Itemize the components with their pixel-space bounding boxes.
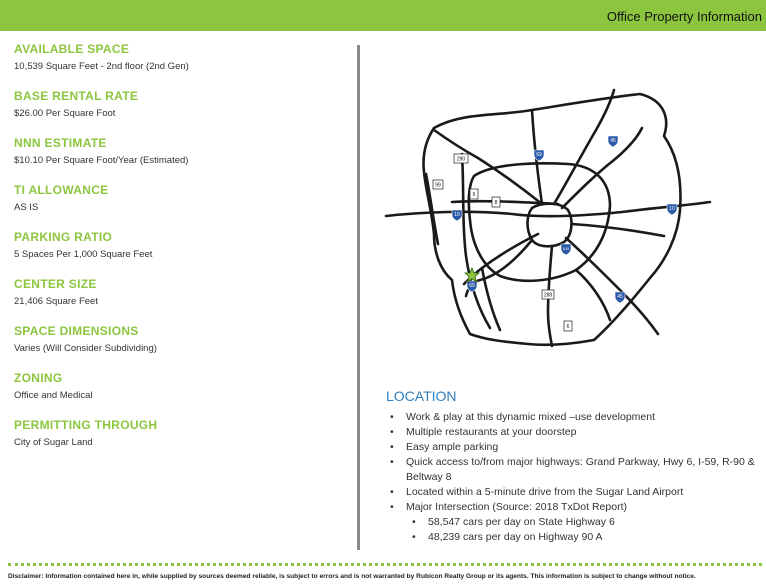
footer-divider [8, 563, 762, 566]
list-item: • Work & play at this dynamic mixed –use development [386, 410, 766, 425]
interstate-shield-icon [667, 204, 677, 215]
shield-label: 99 [435, 182, 441, 189]
shield-label: 6 [472, 192, 476, 198]
interstate-shield-icon [561, 244, 571, 255]
shield-label: 45 [617, 294, 623, 300]
spec-heading: AVAILABLE SPACE [14, 42, 130, 56]
disclaimer-text: Disclaimer: Information contained here in, while supplied by sources deemed reliable, is subject to errors and is not warranted by Rubicon Realty Group or its agents. This information is subject to change without notice. [8, 573, 696, 580]
interstate-shield-icon [615, 292, 625, 303]
spec-heading: PARKING RATIO [14, 230, 113, 244]
shield-label: 6 [566, 324, 570, 330]
header-bar [0, 0, 766, 31]
column-divider [357, 45, 360, 550]
list-item: • Easy ample parking [386, 440, 766, 455]
list-item: • Major Intersection (Source: 2018 TxDot Report) [386, 500, 766, 515]
spec-space-dimensions [14, 323, 344, 370]
spec-value: $10.10 Per Square Foot/Year (Estimated) [14, 155, 189, 166]
shield-label: 10 [669, 206, 675, 212]
shield-label: 69 [536, 152, 542, 158]
us290-road [434, 130, 542, 204]
spec-value: Office and Medical [14, 390, 93, 401]
list-item: • Located within a 5-minute drive from the Sugar Land Airport [386, 485, 766, 500]
spec-base-rental-rate [14, 88, 344, 135]
list-item: • Multiple restaurants at your doorstep [386, 425, 766, 440]
road-network [386, 90, 710, 346]
hwy6-road [462, 154, 490, 328]
inner-loop-road [528, 204, 572, 247]
spec-heading: CENTER SIZE [14, 277, 97, 291]
list-item: • 58,547 cars per day on State Highway 6 [406, 515, 766, 530]
interstate-shield-icon [608, 136, 618, 147]
list-item: • 48,239 cars per day on Highway 90 A [406, 530, 766, 545]
property-specs [14, 41, 344, 464]
spec-value: AS IS [14, 202, 39, 213]
spec-permitting-through [14, 417, 344, 464]
area-map [382, 84, 712, 356]
shield-label: 290 [456, 156, 466, 163]
spec-value: 5 Spaces Per 1,000 Square Feet [14, 249, 153, 260]
outer-loop-road [423, 94, 680, 345]
spec-heading: BASE RENTAL RATE [14, 89, 139, 103]
traffic-counts [406, 515, 766, 545]
state-shield-icon [454, 154, 468, 163]
interstate-shield-icon [452, 210, 462, 221]
southeast-road [576, 270, 610, 320]
shield-label: 288 [543, 292, 553, 299]
spec-value: 21,406 Square Feet [14, 296, 98, 307]
shield-label: 8 [494, 200, 498, 206]
spec-value: $26.00 Per Square Foot [14, 108, 116, 119]
spec-heading: TI ALLOWANCE [14, 183, 109, 197]
state-shield-icon [433, 180, 443, 189]
location-section [386, 388, 766, 545]
state-shield-icon [542, 290, 554, 299]
spec-nnn-estimate [14, 135, 344, 182]
spec-value: 10,539 Square Feet - 2nd floor (2nd Gen) [14, 61, 189, 72]
shield-label: 10 [454, 212, 460, 218]
location-bullets [386, 410, 766, 515]
state-shield-icon [564, 321, 572, 331]
state-shield-icon [492, 197, 500, 207]
spec-available-space [14, 41, 344, 88]
spec-heading: ZONING [14, 371, 63, 385]
shield-label: 610 [562, 247, 570, 251]
spec-heading: PERMITTING THROUGH [14, 418, 158, 432]
list-item: • Quick access to/from major highways: Grand Parkway, Hwy 6, I-59, R-90 & Beltway 8 [386, 455, 766, 485]
spec-ti-allowance [14, 182, 344, 229]
spec-value: Varies (Will Consider Subdividing) [14, 343, 157, 354]
spec-parking-ratio [14, 229, 344, 276]
spec-zoning [14, 370, 344, 417]
location-heading: LOCATION [386, 388, 457, 404]
sh225-road [572, 224, 664, 236]
spec-heading: NNN ESTIMATE [14, 136, 107, 150]
shield-label: 69 [469, 283, 475, 289]
spec-value: City of Sugar Land [14, 437, 93, 448]
shield-label: 45 [610, 138, 616, 144]
highway-shields [433, 136, 677, 331]
state-shield-icon [470, 189, 478, 199]
page-title: Office Property Information [606, 9, 762, 24]
spec-center-size [14, 276, 344, 323]
spec-heading: SPACE DIMENSIONS [14, 324, 139, 338]
